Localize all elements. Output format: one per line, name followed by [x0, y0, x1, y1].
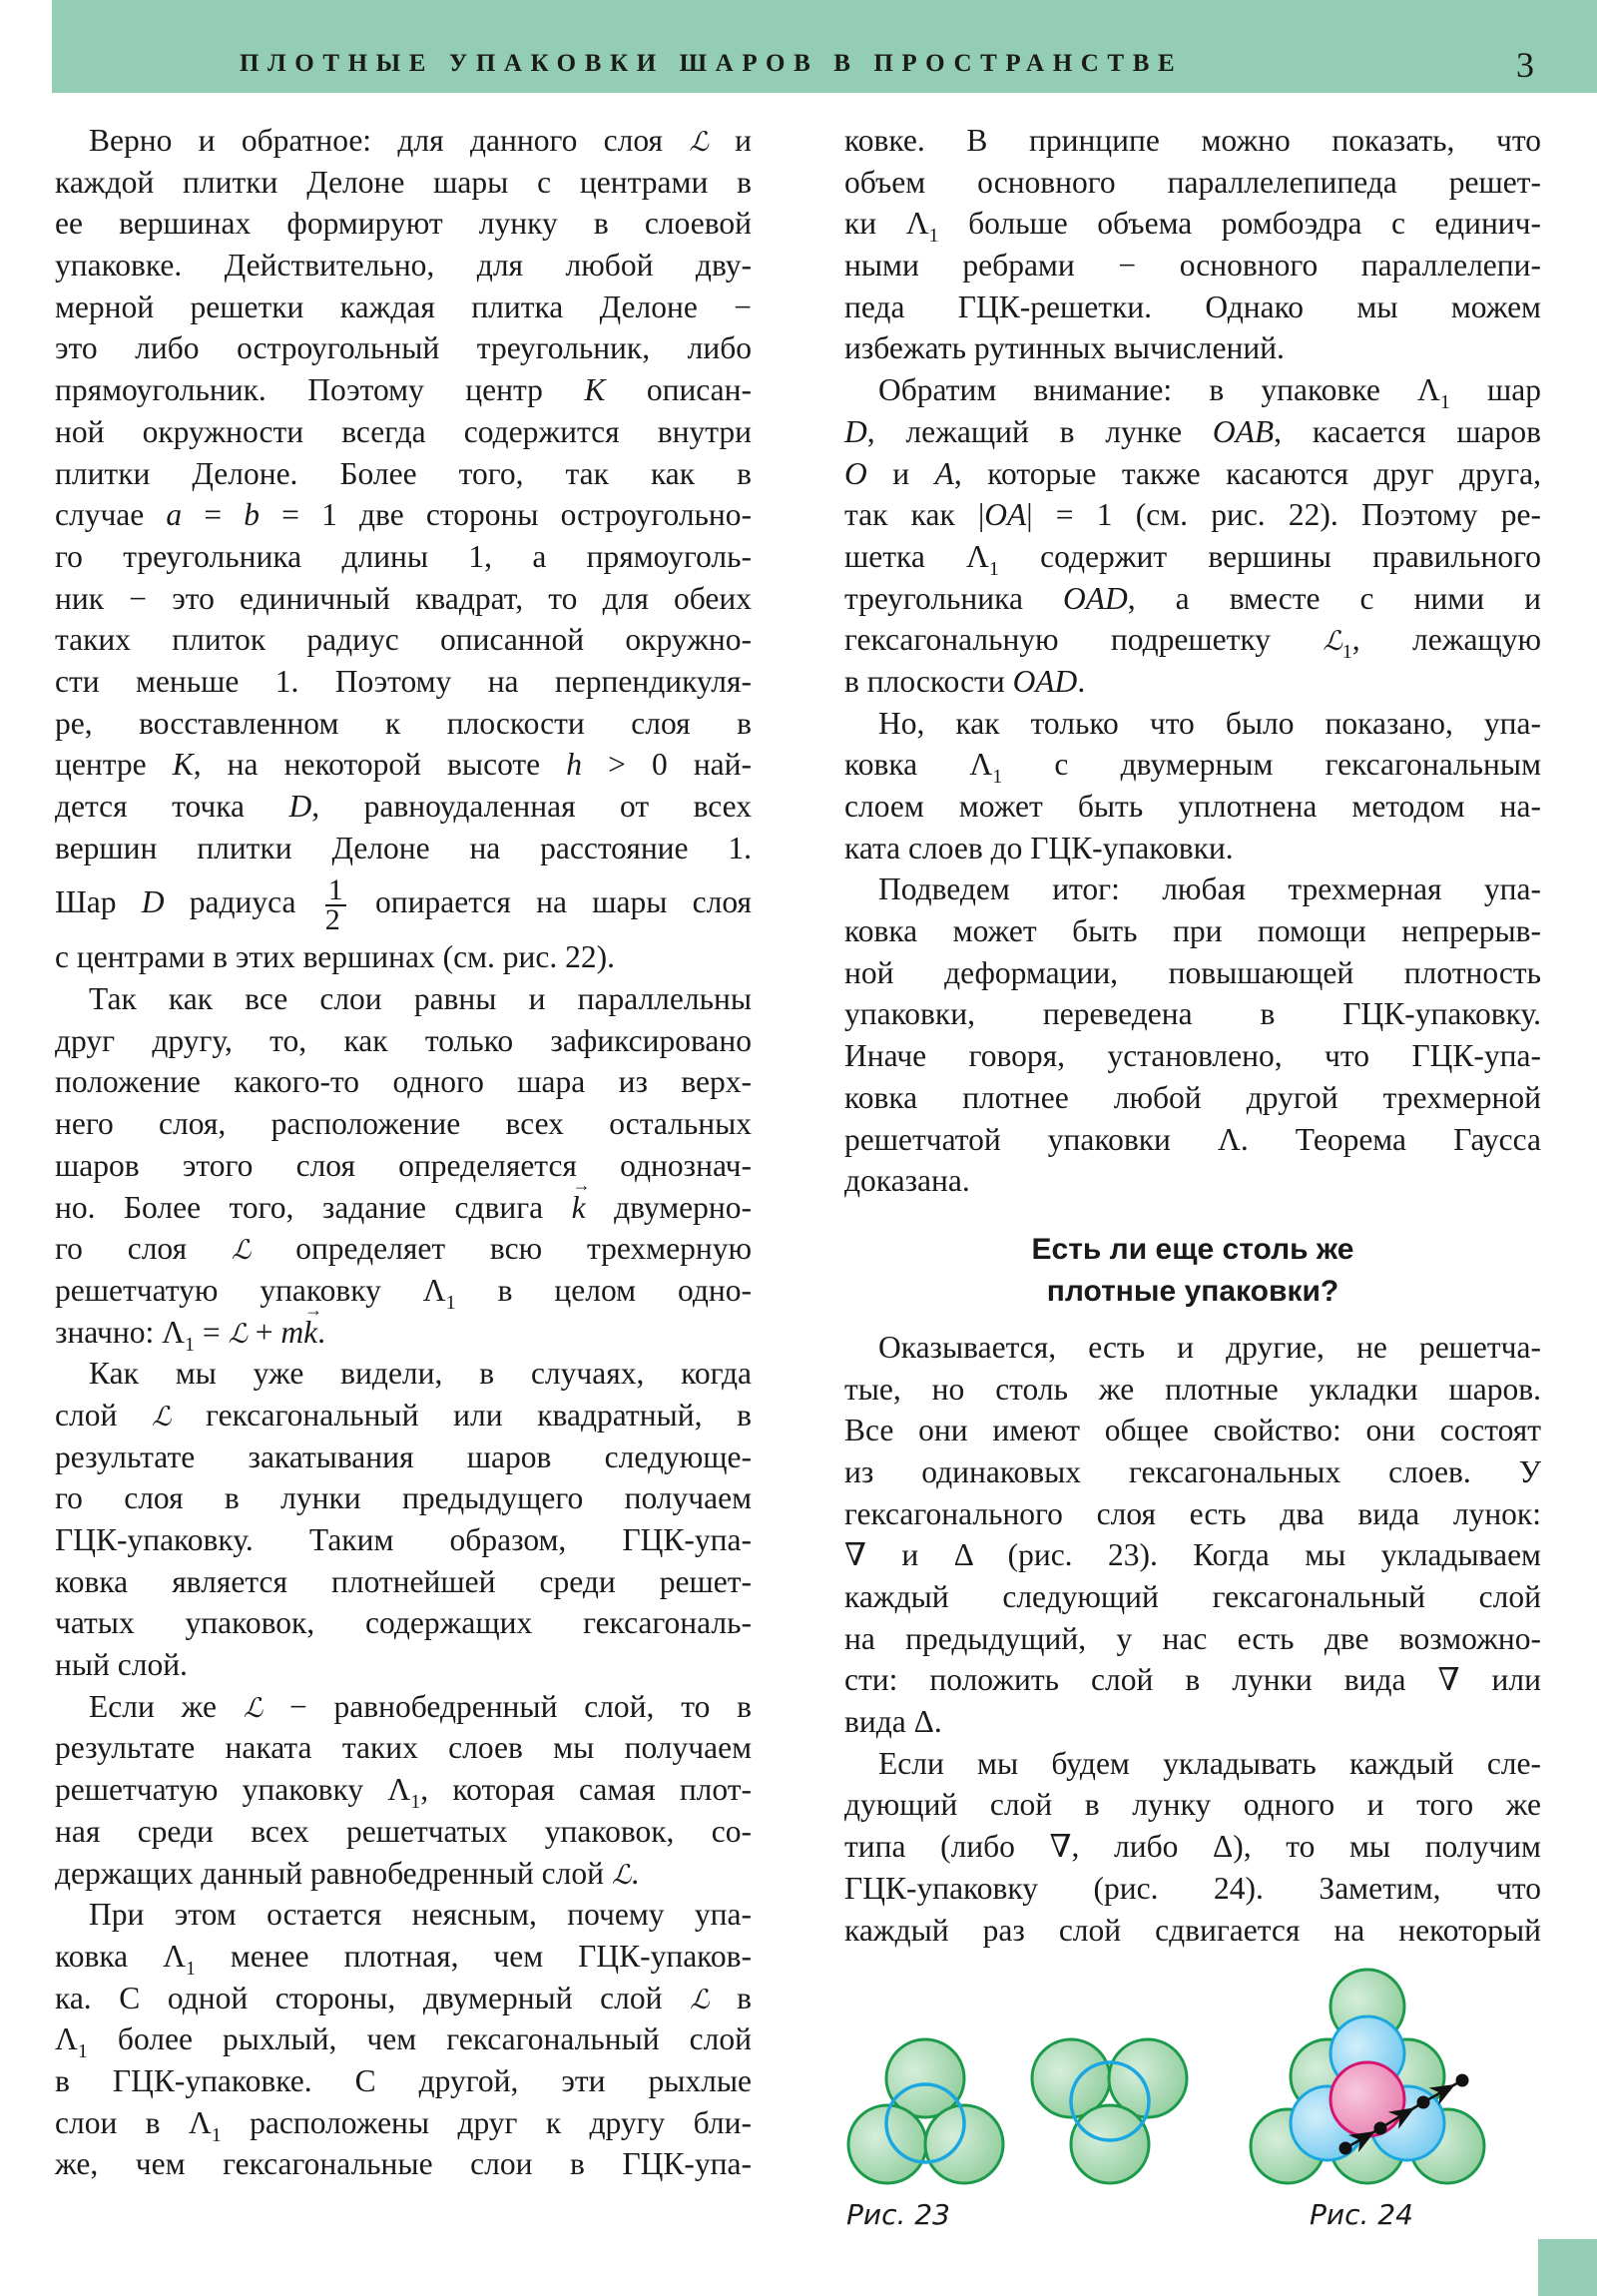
math-i: D: [141, 884, 165, 920]
text-run: , лежащую: [1351, 622, 1541, 658]
text-run: но. Более того, задание сдвига: [55, 1189, 572, 1225]
math-i: K: [584, 372, 606, 408]
text-run: ковка является плотнейшей среди решет-: [55, 1563, 752, 1599]
text-run: ковка плотнее любой другой трехмерной: [844, 1079, 1541, 1115]
running-title: ПЛОТНЫЕ УПАКОВКИ ШАРОВ В ПРОСТРАНСТВЕ: [240, 50, 1184, 77]
text-run: упаковки, переведена в ГЦК-упаковку.: [844, 996, 1541, 1032]
math-i: O: [844, 455, 867, 491]
math-i: h: [566, 747, 583, 783]
math-sub: 1: [185, 1957, 196, 1980]
text-run: доказана.: [844, 1163, 970, 1199]
math-i: OA: [984, 497, 1027, 533]
text-run: каждый раз слой сдвигается на некоторый: [844, 1912, 1541, 1948]
text-run: результате закатывания шаров следующе-: [55, 1438, 752, 1474]
text-run: , лежащий в лунке: [866, 413, 1213, 449]
math-script: ℒ: [231, 1235, 252, 1267]
text-run: ковка Λ: [55, 1938, 186, 1974]
text-run: .: [1077, 663, 1086, 699]
text-run: определяет всю трехмерную: [251, 1231, 752, 1267]
text-run: , касается шаров: [1274, 413, 1541, 449]
text-run: го слоя: [55, 1231, 232, 1267]
shift-point: [1374, 2122, 1386, 2134]
corner-color-tab: [1538, 2239, 1597, 2296]
text-run: − равнобедренный слой, то в: [263, 1688, 752, 1724]
math-i: m: [280, 1314, 304, 1350]
text-run: вида Δ.: [844, 1704, 942, 1740]
figure-23-caption: Рис. 23: [846, 2198, 950, 2231]
text-run: дующий слой в лунку одного и того же: [844, 1787, 1541, 1823]
text-run: слои в Λ: [55, 2104, 212, 2140]
text-run: тые, но столь же плотные укладки шаров.: [844, 1371, 1541, 1407]
text-run: слоем может быть уплотнена методом на-: [844, 789, 1541, 824]
text-run: = 1 две стороны остроугольно-: [260, 497, 752, 533]
section-heading-line-2: плотные упаковки?: [1046, 1274, 1339, 1308]
text-run: , равноудаленная от всех: [311, 789, 752, 824]
text-run: +: [247, 1314, 281, 1350]
text-run: решетчатой упаковки Λ. Теорема Гаусса: [844, 1121, 1541, 1157]
text-run: решетчатую упаковку Λ: [55, 1272, 446, 1308]
text-run: =: [182, 497, 245, 533]
math-vec: → k: [303, 1312, 317, 1354]
text-run: Иначе говоря, установлено, что ГЦК-упа-: [844, 1038, 1541, 1074]
math-sub: 1: [928, 225, 939, 248]
text-run: го треугольника длины 1, а прямоуголь-: [55, 538, 752, 574]
text-run: педа ГЦК-решетки. Однако мы можем: [844, 288, 1541, 324]
pink-ball: [1331, 2062, 1404, 2136]
text-run: центре: [55, 747, 173, 783]
text-run: описан-: [605, 372, 752, 408]
math-sub: 1: [211, 2123, 222, 2146]
text-run: .: [631, 1855, 640, 1891]
math-sub: 1: [445, 1291, 456, 1314]
text-run: друг другу, то, как только зафиксировано: [55, 1022, 752, 1058]
text-run: Обратим внимание: в упаковке Λ: [878, 372, 1440, 408]
math-i: A: [934, 455, 954, 491]
text-run: , которая самая плот-: [420, 1772, 752, 1808]
text-run: Все они имеют общее свойство: они состоят: [844, 1413, 1541, 1448]
text-run: го слоя в лунки предыдущего получаем: [55, 1480, 752, 1516]
text-run: больше объема ромбоэдра с единич-: [938, 206, 1541, 242]
math-sub: 1: [77, 2040, 88, 2063]
text-run: Если мы будем укладывать каждый сле-: [878, 1745, 1541, 1781]
text-run: менее плотная, чем ГЦК-упаков-: [195, 1938, 752, 1974]
text-run: сти меньше 1. Поэтому на перпендикуля-: [55, 663, 752, 699]
text-run: Верно и обратное: для данного слоя: [89, 123, 690, 158]
math-sub: 1: [1439, 391, 1450, 414]
math-sub: 1: [988, 557, 999, 580]
text-run: значно: Λ: [55, 1314, 185, 1350]
math-i: D: [844, 413, 867, 449]
math-i: OAD: [1062, 580, 1128, 616]
math-i: a: [166, 497, 183, 533]
text-run: ки Λ: [844, 206, 929, 242]
text-run: из одинаковых гексагональных слоев. У: [844, 1453, 1541, 1489]
text-run: При этом остается неясным, почему упа-: [89, 1897, 752, 1933]
text-run: шар: [1449, 372, 1541, 408]
text-run: объем основного параллелепипеда решет-: [844, 164, 1541, 200]
text-run: гексагонального слоя есть два вида лунок:: [844, 1495, 1541, 1531]
math-script: ℒ: [611, 1859, 632, 1891]
text-run: это либо остроугольный треугольник, либо: [55, 330, 752, 366]
math-i: OAD: [1012, 663, 1078, 699]
text-run: ной деформации, повышающей плотность: [844, 954, 1541, 990]
text-run: в целом одно-: [455, 1272, 752, 1308]
text-run: решетчатую упаковку Λ: [55, 1772, 411, 1808]
text-run: , а вместе с ними и: [1127, 580, 1541, 616]
text-run: , которые также касаются друг друга,: [953, 455, 1541, 491]
text-run: > 0 най-: [582, 747, 753, 783]
math-i: D: [288, 789, 312, 824]
text-run: чатых упаковок, содержащих гексагональ-: [55, 1605, 752, 1641]
text-run: Оказывается, есть и другие, не решетча-: [878, 1329, 1541, 1365]
text-run: Как мы уже видели, в случаях, когда: [89, 1356, 752, 1392]
math-i: b: [244, 497, 261, 533]
text-run: гексагональную подрешетку: [844, 622, 1324, 658]
fraction: $\frac{1}{2}$: [325, 876, 346, 934]
text-run: типа (либо ∇, либо Δ), то мы получим: [844, 1829, 1541, 1865]
text-run: расположены друг к другу бли-: [221, 2104, 752, 2140]
text-run: ковка может быть при помощи непрерыв-: [844, 913, 1541, 949]
text-run: содержит вершины правильного: [998, 538, 1542, 574]
math-sub: 1: [992, 766, 1003, 789]
text-run: ной окружности всегда содержится внутри: [55, 413, 752, 449]
text-run: Если же: [89, 1688, 244, 1724]
text-run: же, чем гексагональные слои в ГЦК-упа-: [55, 2146, 752, 2182]
text-run: треугольника: [844, 580, 1063, 616]
text-run: держащих данный равнобедренный слой: [55, 1855, 612, 1891]
text-run: Но, как только что было показано, упа-: [878, 705, 1541, 741]
page-number: 3: [1516, 45, 1534, 85]
text-run: плитки Делоне. Более того, так как в: [55, 455, 752, 491]
text-run: радиуса: [164, 884, 321, 920]
text-run: и: [866, 455, 935, 491]
text-run: упаковке. Действительно, для любой дву-: [55, 248, 752, 284]
math-script: ℒ: [243, 1692, 264, 1724]
text-run: избежать рутинных вычислений.: [844, 330, 1285, 366]
text-run: ная среди всех решетчатых упаковок, со-: [55, 1813, 752, 1849]
text-run: каждый следующий гексагональный слой: [844, 1579, 1541, 1614]
shift-point: [1339, 2142, 1351, 2154]
text-run: ный слой.: [55, 1647, 188, 1683]
math-script: ℒ: [689, 127, 709, 158]
text-run: шетка Λ: [844, 538, 989, 574]
math-script: ℒ: [228, 1318, 248, 1350]
text-run: каждой плитки Делоне шары с центрами в: [55, 164, 752, 200]
text-run: вершин плитки Делоне на расстояние 1.: [55, 830, 752, 865]
text-run: дется точка: [55, 789, 289, 824]
text-run: шаров этого слоя определяется однознач-: [55, 1147, 752, 1183]
text-run: положение какого-то одного шара из верх-: [55, 1064, 752, 1100]
text-run: в ГЦК-упаковке. С другой, эти рыхлые: [55, 2062, 752, 2098]
text-run: мерной решетки каждая плитка Делоне −: [55, 288, 752, 324]
text-run: результате наката таких слоев мы получаем: [55, 1730, 752, 1766]
text-run: =: [194, 1314, 229, 1350]
text-run: Λ: [55, 2021, 78, 2057]
section-heading-line-1: Есть ли еще столь же: [1031, 1232, 1354, 1266]
shift-point: [1417, 2096, 1429, 2108]
figure-24-caption: Рис. 24: [1310, 2198, 1413, 2231]
text-run: ник − это единичный квадрат, то для обеих: [55, 580, 752, 616]
text-run: ре, восставленном к плоскости слоя в: [55, 705, 752, 741]
text-run: более рыхлый, чем гексагональный слой: [87, 2021, 752, 2057]
math-vec: → k: [572, 1187, 586, 1229]
math-i: OAB: [1212, 413, 1275, 449]
text-run: и: [708, 123, 753, 158]
text-run: ката слоев до ГЦК-упаковки.: [844, 830, 1234, 865]
text-run: сти: положить слой в лунки вида ∇ или: [844, 1662, 1541, 1698]
text-run: ковка Λ: [844, 747, 993, 783]
text-run: в плоскости: [844, 663, 1013, 699]
text-run: Подведем итог: любая трехмерная упа-: [878, 871, 1541, 907]
math-sub: 1: [184, 1333, 195, 1356]
green-ball: [1071, 2105, 1149, 2183]
math-sub: 1: [410, 1791, 421, 1814]
math-script: ℒ: [152, 1401, 172, 1433]
text-run: него слоя, расположение всех остальных: [55, 1106, 752, 1142]
text-run: с центрами в этих вершинах (см. рис. 22).: [55, 939, 615, 975]
text-run: двумерно-: [585, 1189, 753, 1225]
text-run: Так как все слои равны и параллельны: [89, 981, 752, 1017]
text-run: опирается на шары слоя: [349, 884, 752, 920]
text-run: Шар: [55, 884, 142, 920]
text-run: ка. С одной стороны, двумерный слой: [55, 1980, 691, 2015]
math-script: ℒ: [690, 1984, 710, 2015]
text-run: ее вершинах формируют лунку в слоевой: [55, 206, 752, 242]
text-run: слой: [55, 1397, 152, 1433]
shift-point: [1456, 2074, 1468, 2086]
math-script: ℒ: [1323, 626, 1342, 658]
text-run: .: [317, 1314, 326, 1350]
text-run: прямоугольник. Поэтому центр: [55, 372, 585, 408]
text-run: , на некоторой высоте: [193, 747, 567, 783]
text-run: ∇ и Δ (рис. 23). Когда мы укладываем: [844, 1537, 1541, 1573]
text-run: на предыдущий, у нас есть две возможно-: [844, 1620, 1541, 1656]
text-run: | = 1 (см. рис. 22). Поэтому ре-: [1026, 497, 1541, 533]
text-run: с двумерным гексагональным: [1002, 747, 1542, 783]
text-run: ГЦК-упаковку. Таким образом, ГЦК-упа-: [55, 1522, 752, 1557]
text-run: ными ребрами − основного параллелепи-: [844, 248, 1541, 284]
text-run: ковке. В принципе можно показать, что: [844, 123, 1541, 158]
text-run: таких плиток радиус описанной окружно-: [55, 622, 752, 658]
text-run: случае: [55, 497, 167, 533]
text-run: гексагональный или квадратный, в: [171, 1397, 752, 1433]
math-sub: 1: [1341, 641, 1352, 664]
math-i: K: [172, 747, 194, 783]
text-run: так как |: [844, 497, 985, 533]
text-run: ГЦК-упаковку (рис. 24). Заметим, что: [844, 1870, 1541, 1906]
text-run: в: [709, 1980, 752, 2015]
